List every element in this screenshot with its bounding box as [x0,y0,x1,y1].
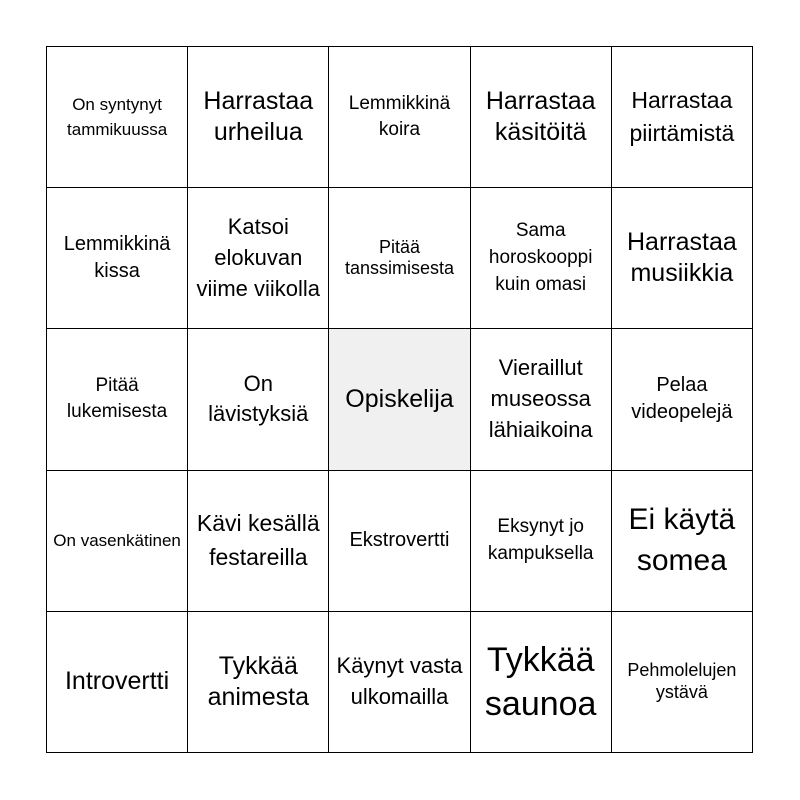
bingo-cell[interactable] [471,329,612,470]
bingo-cell[interactable] [47,329,188,470]
cell-text: Eksynyt jo kampuksella [487,516,594,564]
bingo-cell[interactable] [188,612,329,753]
cell-text: On vasenkätinen [53,530,181,550]
bingo-cell[interactable] [329,188,470,329]
cell-text: Opiskelija [345,384,454,413]
cell-text: On syntynyt tammikuussa [67,94,168,140]
bingo-cell[interactable] [329,471,470,612]
cell-text: Kävi kesällä festareilla [196,510,320,570]
cell-text: Harrastaa musiikkia [627,228,737,288]
cell-text: Pelaa videopelejä [631,374,733,424]
bingo-cell[interactable] [47,188,188,329]
cell-text: Lemmikkinä koira [348,92,451,141]
bingo-cell[interactable] [612,47,753,188]
cell-text: Ekstrovertti [349,529,450,552]
bingo-cell[interactable] [47,47,188,188]
bingo-cell[interactable] [188,329,329,470]
cell-text: Sama horoskooppi kuin omasi [488,220,593,295]
cell-text: Vieraillut museossa lähiaikoina [488,355,593,442]
bingo-cell[interactable] [471,471,612,612]
cell-text: Käynyt vasta ulkomailla [336,653,463,709]
cell-text: Harrastaa piirtämistä [629,86,735,147]
cell-text: Tykkää animesta [207,651,310,711]
free-space-cell[interactable] [329,329,470,470]
bingo-cell[interactable] [188,471,329,612]
cell-text: Pitää lukemisesta [66,374,168,423]
cell-text: Pehmolelujen ystävä [627,660,737,702]
bingo-cell[interactable] [612,188,753,329]
bingo-cell[interactable] [471,612,612,753]
bingo-cell[interactable] [612,471,753,612]
bingo-cell[interactable] [471,47,612,188]
cell-text: Lemmikkinä kissa [63,233,171,283]
cell-text: On lävistyksiä [208,370,309,427]
cell-text: Tykkää saunoa [484,640,597,723]
cell-text: Katsoi elokuvan viime viikolla [196,214,321,301]
bingo-cell[interactable] [329,47,470,188]
bingo-cell[interactable] [612,612,753,753]
cell-text: Harrastaa käsitöitä [485,86,596,147]
bingo-cell[interactable] [47,612,188,753]
cell-text: Introvertti [64,667,170,696]
bingo-cell[interactable] [47,471,188,612]
cell-text: Harrastaa urheilua [203,86,314,147]
bingo-cell[interactable] [188,47,329,188]
bingo-cell[interactable] [329,612,470,753]
cell-text: Ei käytä somea [628,503,736,577]
bingo-board [46,46,753,753]
bingo-cell[interactable] [188,188,329,329]
bingo-cell[interactable] [471,188,612,329]
cell-text: Pitää tanssimisesta [344,236,455,279]
bingo-cell[interactable] [612,329,753,470]
